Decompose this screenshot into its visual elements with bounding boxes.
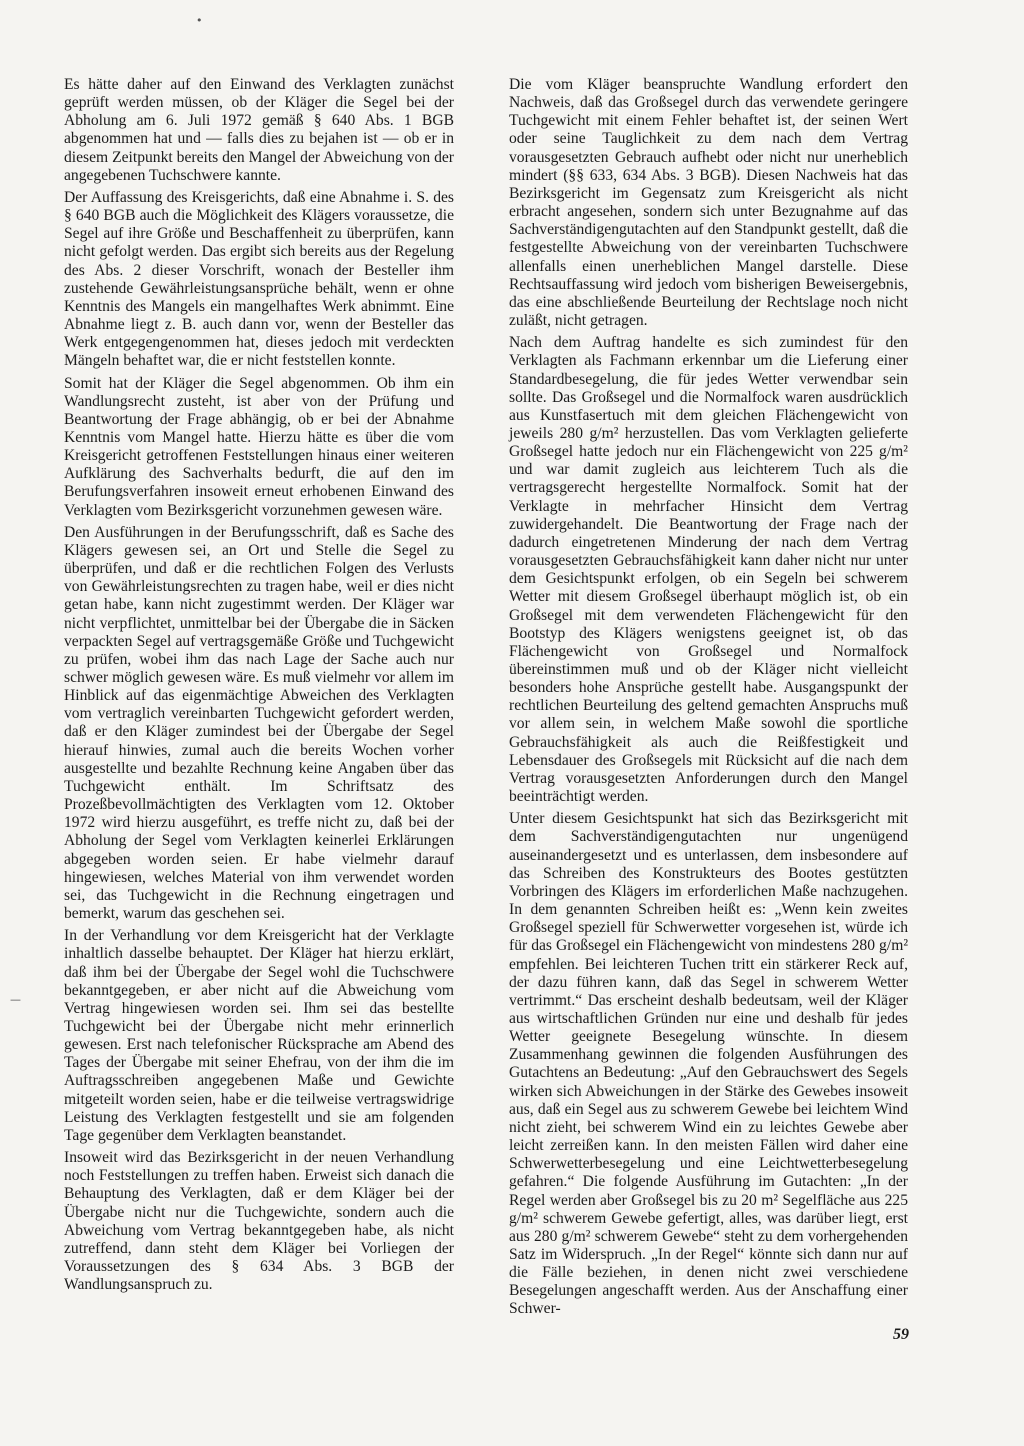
paragraph: Nach dem Auftrag handelte es sich zumindest für den Verklagten als Fachmann erkennbar um die Lieferung einer Standardbesegelung, die für jedes Wetter verwendbar sein sollte. Das Großsegel und die Normalfock waren ausdrücklich aus Kunstfasertuch mit dem gleichen Flächengewicht von jeweils 280 g/m² herzustellen. Das vom Verklagten gelieferte Großsegel hatte jedoch nur ein Flächengewicht von 225 g/m² und war damit zugleich aus leichterem Tuch als die vertragsgerecht hergestellte Normalfock. Somit hat der Verklagte in mehrfacher Hinsicht dem Vertrag zuwidergehandelt. Die Beantwortung der Frage nach der dadurch eingetretenen Minderung der nach dem Vertrag vorausgesetzten Gebrauchsfähigkeit kann daher nicht nur unter dem Gesichtspunkt erfolgen, ob ein Segeln bei schwerem Wetter mit diesem Großsegel überhaupt möglich ist, ob ein Großsegel mit dem verwendeten Flächengewicht für den Bootstyp des Klägers wenigstens geeignet ist, ob das Flächengewicht von Großsegel und Normalfock übereinstimmen muß und ob der Kläger nicht vielleicht besonders hohe Ansprüche gestellt habe. Ausgangspunkt der rechtlichen Beurteilung des geltend gemachten Anspruchs muß vor allem sein, in welchem Maße sowohl die sportliche Gebrauchsfähigkeit als auch die Reißfestigkeit und Lebensdauer des Großsegels mit Rücksicht auf die nach dem Vertrag vorausgesetzten Anforderungen durch den Mangel beeinträchtigt werden. xyxy=(509,334,908,806)
paragraph: Der Auffassung des Kreisgerichts, daß eine Abnahme i. S. des § 640 BGB auch die Möglichkeit des Klägers voraussetze, die Segel auf ihre Größe und Beschaffenheit zu überprüfen, kann nicht gefolgt werden. Das ergibt sich bereits aus der Regelung des Abs. 2 dieser Vorschrift, wonach der Besteller ihm zustehende Gewährleistungsansprüche behält, wenn er ohne Kenntnis des Mangels ein mangelhaftes Werk abnimmt. Eine Abnahme liegt z. B. auch dann vor, wenn der Besteller das Werk entgegengenommen hat, dieses jedoch mit verdeckten Mängeln behaftet war, die er nicht feststellen konnte. xyxy=(64,188,454,370)
right-column xyxy=(509,76,908,1323)
paragraph: Insoweit wird das Bezirksgericht in der neuen Verhandlung noch Feststellungen zu treffen haben. Erweist sich danach die Behauptung des Verklagten, daß er dem Kläger bei der Übergabe nicht nur die Tuchgewichte, sondern auch die Abweichung vom Vertrag bekanntgegeben habe, als nicht zutreffend, dann steht dem Kläger bei Vorliegen der Voraussetzungen des § 634 Abs. 3 BGB der Wandlungsanspruch zu. xyxy=(64,1149,454,1294)
scan-speck: • xyxy=(196,14,203,27)
margin-mark: — xyxy=(10,993,21,1006)
paragraph: Es hätte daher auf den Einwand des Verklagten zunächst geprüft werden müssen, ob der Kläger die Segel bei der Abholung am 6. Juli 1972 gemäß § 640 Abs. 1 BGB abgenommen hat und — falls dies zu bejahen ist — ob er in diesem Zeitpunkt bereits den Mangel der Abweichung von der angegebenen Tuchschwere kannte. xyxy=(64,76,454,184)
paragraph: Den Ausführungen in der Berufungsschrift, daß es Sache des Klägers gewesen sei, an Ort und Stelle die Segel zu überprüfen, und daß er die rechtlichen Folgen des Verlusts von Gewährleistungsrechten zu tragen habe, weil er dies nicht getan habe, kann nicht zugestimmt werden. Der Kläger war nicht verpflichtet, unmittelbar bei der Übergabe die in Säcken verpackten Segel auf vertragsgemäße Größe und Tuchgewicht zu prüfen, wobei ihm das nach Lage der Sache auch nur schwer möglich gewesen wäre. Es muß vielmehr vor allem im Hinblick auf das eigenmächtige Abweichen des Verklagten vom vertraglich vereinbarten Tuchgewicht gefordert werden, daß er den Kläger zumindest bei der Übergabe der Segel hierauf hinwies, zumal auch die bereits Wochen vorher ausgestellte und bezahlte Rechnung keine Angaben über das Tuchgewicht enthält. Im Schriftsatz des Prozeßbevollmächtigten des Verklagten vom 12. Oktober 1972 wird hierzu ausgeführt, es treffe nicht zu, daß bei der Abholung der Segel vom Verklagten keinerlei Erklärungen abgegeben worden seien. Er habe vielmehr darauf hingewiesen, welches Material von ihm verwendet worden sei, das Tuchgewicht in die Rechnung eingetragen und bemerkt, warum das geschehen sei. xyxy=(64,523,454,923)
paragraph: Die vom Kläger beanspruchte Wandlung erfordert den Nachweis, daß das Großsegel durch das verwendete geringere Tuchgewicht mit einem Fehler behaftet ist, der seinen Wert oder seine Tauglichkeit zu dem nach dem Vertrag vorausgesetzten Gebrauch aufhebt oder nicht nur unerheblich mindert (§§ 633, 634 Abs. 3 BGB). Diesen Nachweis hat das Bezirksgericht im Gegensatz zum Kreisgericht als nicht erbracht angesehen, sondern sich unter Bezugnahme auf das Sachverständigengutachten auf den Standpunkt gestellt, daß die festgestellte Abweichung von der vereinbarten Tuchschwere allenfalls einen unerheblichen Mangel darstelle. Diese Rechtsauffassung wird jedoch vom bisherigen Beweisergebnis, das eine abschließende Beurteilung der Rechtslage noch nicht zuläßt, nicht getragen. xyxy=(509,76,908,330)
paragraph: Unter diesem Gesichtspunkt hat sich das Bezirksgericht mit dem Sachverständigengutachten nur ungenügend auseinandergesetzt und es unterlassen, dem insbesondere auf das Schreiben des Konstrukteurs des Bootes gestützten Vorbringen des Klägers im erforderlichen Maße nachzugehen. In dem genannten Schreiben heißt es: „Wenn kein zweites Großsegel speziell für Schwerwetter vorgesehen ist, würde ich für das Großsegel ein Flächengewicht von mindestens 280 g/m² empfehlen. Bei leichteren Tuchen tritt ein stärkerer Reck auf, der dazu führen kann, daß das Segel in schwerem Wetter vertrimmt.“ Das erscheint deshalb bedeutsam, weil der Kläger aus wirtschaftlichen Gründen nur eine und deshalb für jedes Wetter geeignete Besegelung wünschte. In diesem Zusammenhang gewinnen die folgenden Ausführungen des Gutachtens an Bedeutung: „Auf den Gebrauchswert des Segels wirken sich Abweichungen in der Stärke des Gewebes insoweit aus, daß ein Segel aus zu schwerem Gewebe bei leichtem Wind nicht zieht, bei schwerem Wind ein zu leichtes Gewebe aber leicht zerreißen kann. In den meisten Fällen wird daher eine Schwerwetterbesegelung und eine Leichtwetterbesegelung gefahren.“ Die folgende Ausführung im Gutachten: „In der Regel werden aber Großsegel bis zu 20 m² Segelfläche aus 225 g/m² schwerem Gewebe gefertigt, alles, was darüber liegt, erst aus 280 g/m² schwerem Gewebe“ steht zu dem vorhergehenden Satz im Widerspruch. „In der Regel“ könnte sich dann nur auf die Fälle beziehen, in denen nicht zwei verschiedene Besegelungen angeschafft werden. Aus der Anschaffung einer Schwer- xyxy=(509,810,908,1318)
paragraph: Somit hat der Kläger die Segel abgenommen. Ob ihm ein Wandlungsrecht zusteht, ist aber von der Prüfung und Beantwortung der Frage abhängig, ob er bei der Abnahme Kenntnis vom Mangel hatte. Hierzu hätte es über die vom Kreisgericht getroffenen Feststellungen hinaus einer weiteren Aufklärung des Sachverhalts bedurft, die auf den im Berufungsverfahren insoweit erneut erhobenen Einwand des Verklagten vom Bezirksgericht vorzunehmen gewesen wäre. xyxy=(64,374,454,519)
page-number: 59 xyxy=(893,1326,909,1343)
left-column xyxy=(64,76,454,1298)
paragraph: In der Verhandlung vor dem Kreisgericht hat der Verklagte inhaltlich dasselbe behauptet. Der Kläger hat hierzu erklärt, daß ihm bei der Übergabe der Segel wohl die Tuchschwere bekanntgegeben, er aber nicht auf die Abweichung vom Vertrag hingewiesen worden sei. Ihm sei das bestellte Tuchgewicht bei der Übergabe nicht mehr erinnerlich gewesen. Erst nach telefonischer Rücksprache am Abend des Tages der Übergabe mit seiner Ehefrau, von der ihm die im Auftragsschreiben angegebenen Maße und Gewichte mitgeteilt worden seien, habe er die teilweise vertragswidrige Leistung des Verklagten festgestellt und sie am folgenden Tage gegenüber dem Verklagten beanstandet. xyxy=(64,927,454,1144)
